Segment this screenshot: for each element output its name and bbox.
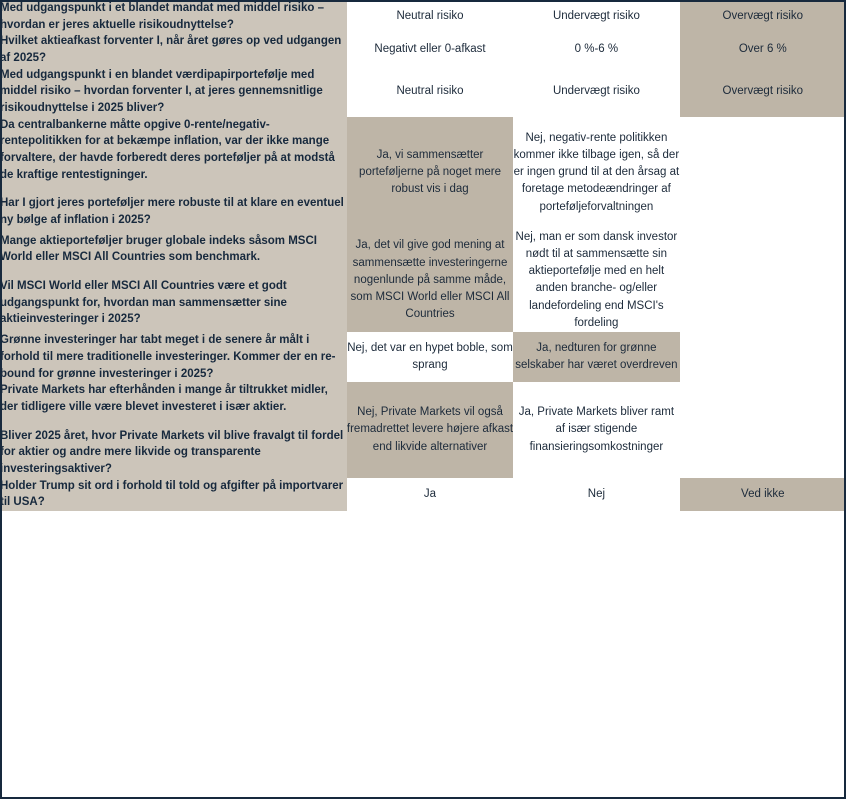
question-paragraph: Vil MSCI World eller MSCI All Countries være et godt udgangspunkt for, hvordan man sammensætter sine aktieinvesteringer i 2025? xyxy=(0,280,287,326)
answer-option-cell[interactable]: Nej, negativ-rente politikken kommer ikke tilbage igen, så der er ingen grund til at den årsag at foretage metodeændringer af porteføljeforvaltningen xyxy=(513,117,679,229)
answer-option-cell[interactable]: Ved ikke xyxy=(680,478,846,511)
question-paragraph: Med udgangspunkt i et blandet mandat med middel risiko – hvordan er jeres aktuelle risikoudnyttelse? xyxy=(0,2,324,31)
table-row xyxy=(0,117,846,229)
answer-option-cell[interactable]: Undervægt risiko xyxy=(513,0,679,33)
question-cell xyxy=(0,332,347,382)
question-cell xyxy=(0,478,347,511)
question-cell xyxy=(0,33,347,66)
answer-empty-cell xyxy=(680,332,846,382)
question-paragraph: Har I gjort jeres porteføljer mere robuste til at klare en eventuel ny bølge af inflation i 2025? xyxy=(0,197,344,227)
question-cell xyxy=(0,67,347,117)
question-cell xyxy=(0,382,347,477)
answer-option-cell[interactable]: Ja, det vil give god mening at sammensætte investeringerne nogenlunde på samme måde, som MSCI World eller MSCI All Countries xyxy=(347,229,513,333)
table-row xyxy=(0,33,846,66)
answer-option-cell[interactable]: Ja xyxy=(347,478,513,511)
answer-empty-cell xyxy=(680,229,846,333)
question-paragraph: Mange aktieporteføljer bruger globale indeks såsom MSCI World eller MSCI All Countries som benchmark. xyxy=(0,234,317,264)
answer-option-cell[interactable]: Neutral risiko xyxy=(347,0,513,33)
answer-option-cell[interactable]: Ja, nedturen for grønne selskaber har været overdreven xyxy=(513,332,679,382)
question-paragraph: Grønne investeringer har tabt meget i de senere år målt i forhold til mere traditionelle investeringer. Kommer der en re-bound for grønne investeringer i 2025? xyxy=(0,334,336,380)
table-row xyxy=(0,0,846,33)
question-paragraph: Private Markets har efterhånden i mange år tiltrukket midler, der tidligere ville være blevet investeret i især aktier. xyxy=(0,384,328,413)
answer-option-cell[interactable]: Overvægt risiko xyxy=(680,67,846,117)
question-paragraph: Bliver 2025 året, hvor Private Markets vil blive fravalgt til fordel for aktier og andre mere likvide og transparente investeringsaktiver? xyxy=(0,429,344,475)
question-paragraph: Holder Trump sit ord i forhold til told og afgifter på importvarer til USA? xyxy=(0,479,344,509)
answer-option-cell[interactable]: Neutral risiko xyxy=(347,67,513,117)
answer-option-cell[interactable]: Ja, Private Markets bliver ramt af især stigende finansieringsomkostninger xyxy=(513,382,679,477)
table-row xyxy=(0,229,846,333)
answer-empty-cell xyxy=(680,382,846,477)
answer-option-cell[interactable]: Nej, Private Markets vil også fremadrettet levere højere afkast end likvide alternativer xyxy=(347,382,513,477)
table-row xyxy=(0,382,846,477)
table-row xyxy=(0,332,846,382)
answer-option-cell[interactable]: Nej xyxy=(513,478,679,511)
answer-option-cell[interactable]: Undervægt risiko xyxy=(513,67,679,117)
table-row xyxy=(0,478,846,511)
answer-empty-cell xyxy=(680,117,846,229)
table-row xyxy=(0,67,846,117)
answer-option-cell[interactable]: Over 6 % xyxy=(680,33,846,66)
answer-option-cell[interactable]: 0 %-6 % xyxy=(513,33,679,66)
question-cell xyxy=(0,117,347,229)
question-paragraph: Med udgangspunkt i en blandet værdipapirportefølje med middel risiko – hvordan forventer I, at jeres gennemsnitlige risikoudnyttelse i 2025 bliver? xyxy=(0,68,323,115)
answer-option-cell[interactable]: Nej, man er som dansk investor nødt til at sammensætte sin aktieportefølje med en helt anden branche- og/eller landefordeling end MSCI's fordeling xyxy=(513,229,679,333)
question-paragraph: Hvilket aktieafkast forventer I, når året gøres op ved udgangen af 2025? xyxy=(0,35,342,65)
question-cell xyxy=(0,0,347,33)
question-paragraph: Da centralbankerne måtte opgive 0-rente/negativ-rentepolitikken for at bekæmpe inflation, var der ikke mange forvaltere, der havde forberedt deres porteføljer på at modstå de kraftige rentestigninger. xyxy=(0,118,335,181)
answer-option-cell[interactable]: Negativt eller 0-afkast xyxy=(347,33,513,66)
answer-option-cell[interactable]: Overvægt risiko xyxy=(680,0,846,33)
answer-option-cell[interactable]: Nej, det var en hypet boble, som sprang xyxy=(347,332,513,382)
answer-option-cell[interactable]: Ja, vi sammensætter porteføljerne på noget mere robust vis i dag xyxy=(347,117,513,229)
question-cell xyxy=(0,229,347,333)
